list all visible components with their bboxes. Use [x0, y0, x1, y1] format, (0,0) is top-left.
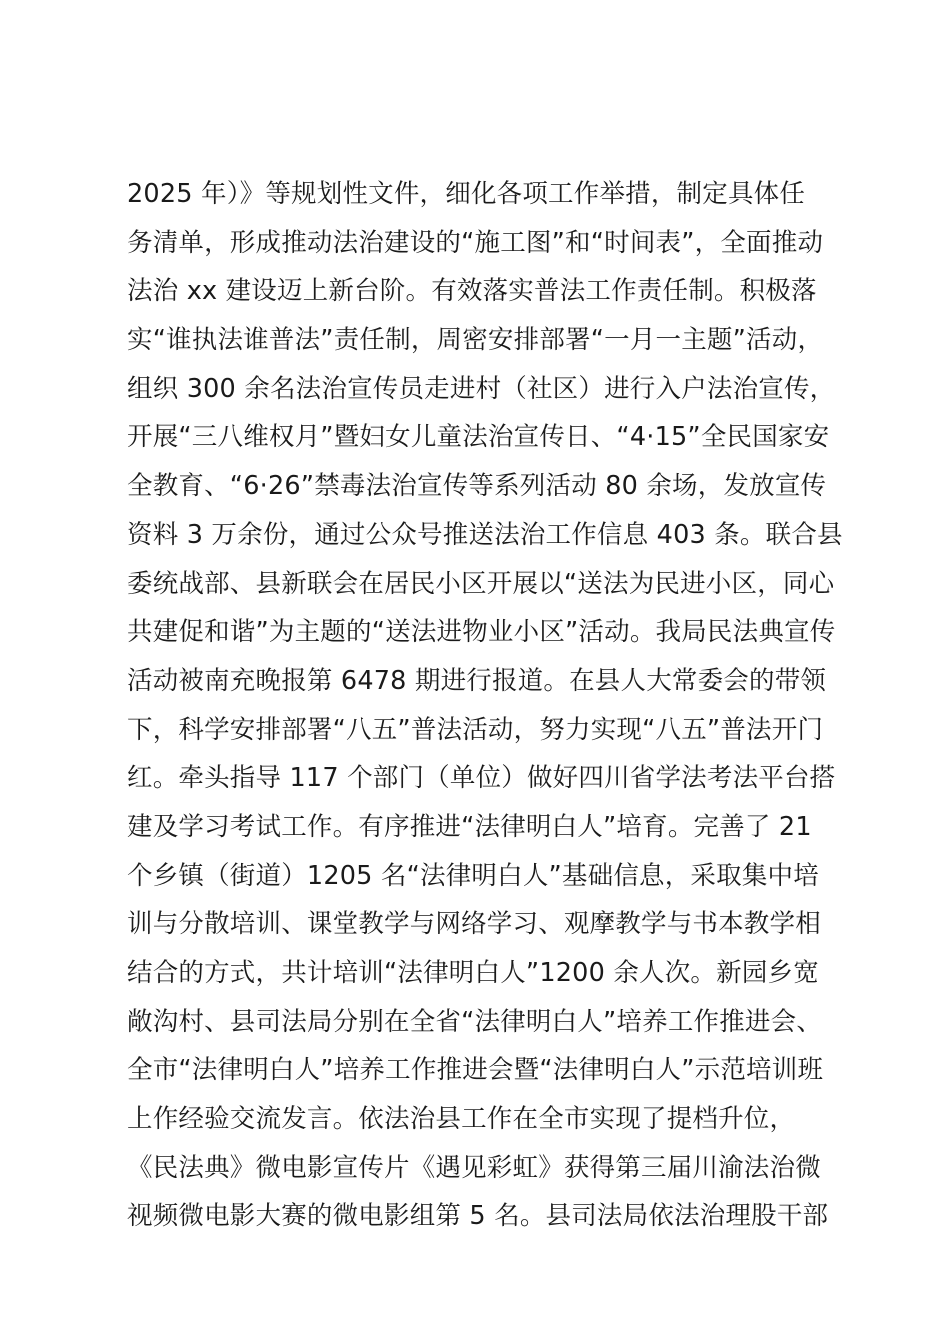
text-line: 个乡镇（街道）1205 名“法律明白人”基础信息，采取集中培 — [127, 860, 819, 891]
text-line: 结合的方式，共计培训“法律明白人”1200 余人次。新园乡宽 — [127, 958, 819, 988]
text-line: 开展“三八维权月”暨妇女儿童法治宣传日、“4·15”全民国家安 — [127, 422, 830, 453]
text-line: 建及学习考试工作。有序推进“法律明白人”培育。完善了 21 — [127, 811, 812, 842]
text-line: 敞沟村、县司法局分别在全省“法律明白人”培养工作推进会、 — [127, 1006, 823, 1037]
text-line: 红。牵头指导 117 个部门（单位）做好四川省学法考法平台搭 — [127, 763, 836, 794]
text-line: 资料 3 万余份，通过公众号推送法治工作信息 403 条。联合县 — [127, 519, 843, 550]
text-line: 下，科学安排部署“八五”普法活动，努力实现“八五”普法开门 — [127, 714, 824, 745]
text-line: 活动被南充晚报第 6478 期进行报道。在县人大常委会的带领 — [127, 665, 827, 696]
text-line: 《民法典》微电影宣传片《遇见彩虹》获得第三届川渝法治微 — [127, 1152, 821, 1183]
text-line: 2025 年）》等规划性文件，细化各项工作举措，制定具体任 — [127, 179, 806, 209]
text-line: 实“谁执法谁普法”责任制，周密安排部署“一月一主题”活动， — [127, 325, 824, 356]
text-line: 视频微电影大赛的微电影组第 5 名。县司法局依法治理股干部 — [127, 1201, 829, 1232]
text-line: 训与分散培训、课堂教学与网络学习、观摩教学与书本教学相 — [127, 909, 821, 940]
text-line: 组织 300 余名法治宣传员走进村（社区）进行入户法治宣传， — [127, 373, 836, 404]
text-line: 委统战部、县新联会在居民小区开展以“送法为民进小区，同心 — [127, 568, 835, 599]
text-line: 全教育、“6·26”禁毒法治宣传等系列活动 80 余场，发放宣传 — [127, 471, 827, 502]
text-line: 共建促和谐”为主题的“送法进物业小区”活动。我局民法典宣传 — [127, 617, 836, 648]
text-line: 全市“法律明白人”培养工作推进会暨“法律明白人”示范培训班 — [127, 1055, 824, 1086]
body-paragraph — [127, 170, 847, 1241]
text-line: 法治 xx 建设迈上新台阶。有效落实普法工作责任制。积极落 — [127, 276, 817, 307]
text-line: 上作经验交流发言。依法治县工作在全市实现了提档升位， — [127, 1104, 796, 1135]
text-line: 务清单，形成推动法治建设的“施工图”和“时间表”，全面推动 — [127, 227, 824, 258]
